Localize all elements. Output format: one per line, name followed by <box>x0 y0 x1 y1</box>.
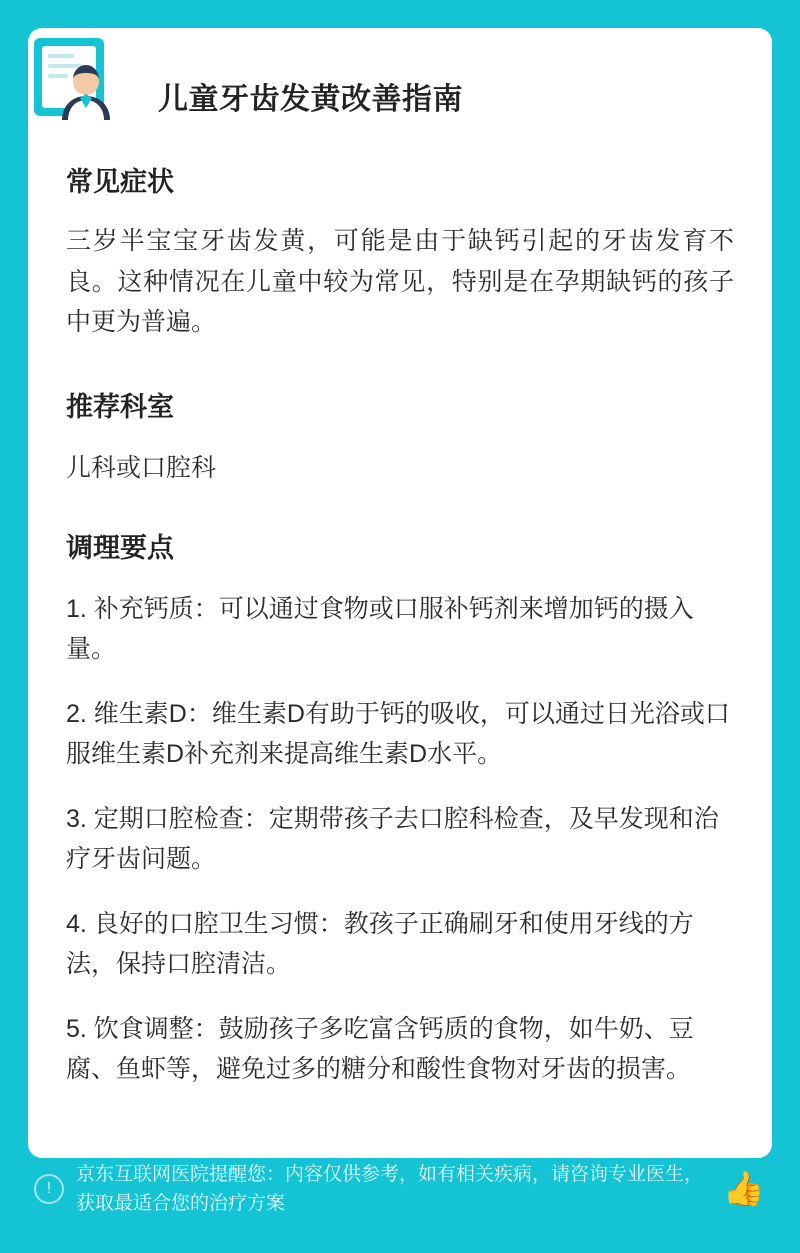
section-heading-symptoms: 常见症状 <box>66 167 174 197</box>
care-points-list <box>66 589 734 1090</box>
document-person-icon <box>28 28 124 124</box>
info-circle-icon: ! <box>34 1174 64 1204</box>
list-item: 1. 补充钙质：可以通过食物或口服补钙剂来增加钙的摄入量。 <box>66 594 694 663</box>
section-text-symptoms: 三岁半宝宝牙齿发黄，可能是由于缺钙引起的牙齿发育不良。这种情况在儿童中较为常见，特别是在孕期缺钙的孩子中更为普遍。 <box>66 227 734 336</box>
footer-disclaimer-bar <box>28 1143 772 1235</box>
list-item: 3. 定期口腔检查：定期带孩子去口腔科检查，及早发现和治疗牙齿问题。 <box>66 804 719 873</box>
list-item: 4. 良好的口腔卫生习惯：教孩子正确刷牙和使用牙线的方法，保持口腔清洁。 <box>66 909 694 978</box>
section-heading-department: 推荐科室 <box>66 391 174 422</box>
section-heading-care-points: 调理要点 <box>66 532 174 563</box>
section-text-department: 儿科或口腔科 <box>66 453 217 482</box>
thumbs-up-icon[interactable]: 👍 <box>722 1170 766 1208</box>
page-title: 儿童牙齿发黄改善指南 <box>158 83 463 116</box>
content-card <box>28 28 772 1158</box>
disclaimer-text: 京东互联网医院提醒您：内容仅供参考，如有相关疾病，请咨询专业医生，获取最适合您的治疗方案 <box>76 1163 704 1214</box>
list-item: 5. 饮食调整：鼓励孩子多吃富含钙质的食物，如牛奶、豆腐、鱼虾等，避免过多的糖分和酸性食物对牙齿的损害。 <box>66 1014 694 1083</box>
list-item: 2. 维生素D：维生素D有助于钙的吸收，可以通过日光浴或口服维生素D补充剂来提高维生素D水平。 <box>66 699 730 768</box>
